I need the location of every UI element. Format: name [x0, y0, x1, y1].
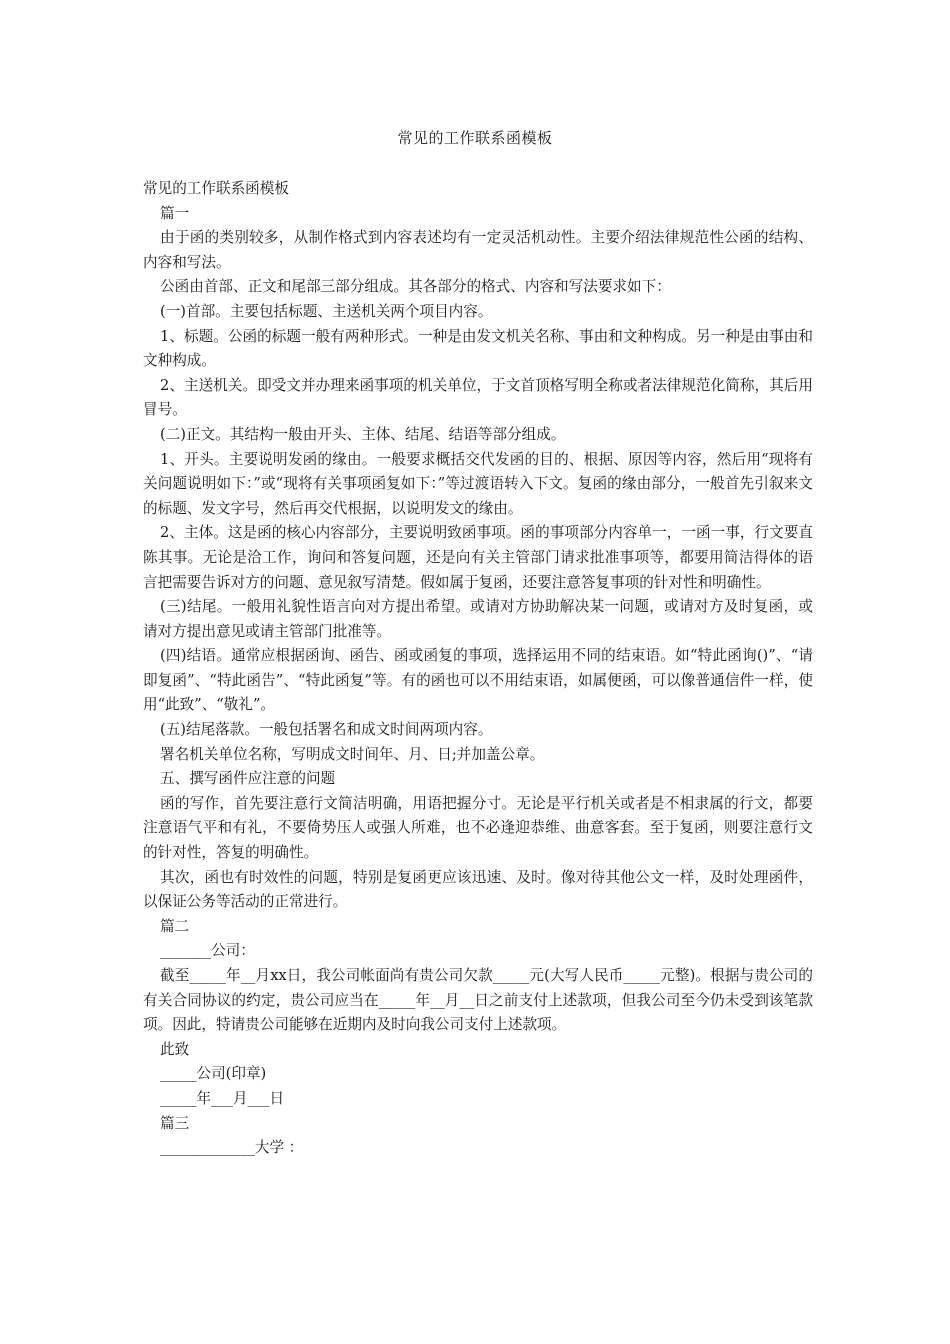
- body-paragraph: (二)正文。其结构一般由开头、主体、结尾、结语等部分组成。: [160, 425, 566, 443]
- body-paragraph: 1、标题。公函的标题一般有两种形式。一种是由发文机关名称、事由和文种构成。另一种是由事由和文种构成。: [143, 327, 813, 370]
- body-paragraph: (五)结尾落款。一般包括署名和成文时间两项内容。: [160, 721, 493, 739]
- body-paragraph: 由于函的类别较多，从制作格式到内容表述均有一定灵活机动性。主要介绍法律规范性公函的结构、内容和写法。: [143, 229, 813, 271]
- letter-date: _____年___月___日: [160, 1089, 285, 1107]
- body-paragraph: 2、主体。这是函的核心内容部分，主要说明致函事项。函的事项部分内容单一，一函一事，行文要直陈其事。无论是洽工作，询问和答复问题，还是向有关主管部门请求批准事项等，都要用简洁得体的语言把需要告诉对方的问题、意见叙写清楚。假如属于复函，还要注意答复事项的针对性和明确性。: [143, 524, 813, 591]
- body-paragraph: (四)结语。通常应根据函询、函告、函或函复的事项，选择运用不同的结束语。如“特此函询()”、“请即复函”、“特此函告”、“特此函复”等。有的函也可以不用结束语，如属便函，可以像普通信件一样，使用“此致”、“敬礼”。: [143, 647, 813, 714]
- letter-signature: _____公司(印章): [160, 1065, 267, 1083]
- body-paragraph: 1、开头。主要说明发函的缘由。一般要求概括交代发函的目的、根据、原因等内容，然后用“现将有关问题说明如下：”或“现将有关事项函复如下：”等过渡语转入下文。复函的缘由部分，一般首先引叙来文的标题、发文字号，然后再交代根据，以说明发文的缘由。: [143, 450, 813, 517]
- body-paragraph: 五、撰写函件应注意的问题: [160, 770, 336, 788]
- letter-closing: 此致: [160, 1040, 190, 1058]
- body-paragraph: (一)首部。主要包括标题、主送机关两个项目内容。: [160, 302, 493, 320]
- section-heading: 篇二: [160, 917, 190, 935]
- document-body: [143, 177, 813, 1161]
- section-heading: 篇三: [160, 1114, 190, 1132]
- body-paragraph: 公函由首部、正文和尾部三部分组成。其各部分的格式、内容和写法要求如下：: [160, 278, 671, 296]
- body-paragraph: 其次，函也有时效性的问题，特别是复函更应该迅速、及时。像对待其他公文一样，及时处理函件，以保证公务等活动的正常进行。: [143, 868, 813, 911]
- body-paragraph: 署名机关单位名称，写明成文时间年、月、日;并加盖公章。: [160, 745, 545, 763]
- body-paragraph: 函的写作，首先要注意行文简洁明确，用语把握分寸。无论是平行机关或者是不相隶属的行文，都要注意语气平和有礼，不要倚势压人或强人所难，也不必逢迎恭维、曲意客套。至于复函，则要注意行文的针对性，答复的明确性。: [143, 794, 813, 862]
- letter-body: 截至_____年__月xx日，我公司帐面尚有贵公司欠款_____元(大写人民币_____元整)。根据与贵公司的有关合同协议的约定，贵公司应当在_____年__月__日之前支付上述款项，但我公司至今仍未受到该笔款项。因此，特请贵公司能够在近期内及时向我公司支付上述款项。: [143, 967, 813, 1034]
- letter-salutation: _____________大学 ：: [160, 1139, 304, 1157]
- body-paragraph: 2、主送机关。即受文并办理来函事项的机关单位，于文首顶格写明全称或者法律规范化简称，其后用冒号。: [143, 376, 813, 419]
- body-heading: 常见的工作联系函模板: [143, 180, 289, 197]
- body-paragraph: (三)结尾。一般用礼貌性语言向对方提出希望。或请对方协助解决某一问题，或请对方及时复函，或请对方提出意见或请主管部门批准等。: [143, 598, 813, 640]
- letter-salutation: _______公司：: [160, 942, 255, 960]
- document-title: 常见的工作联系函模板: [397, 129, 553, 147]
- section-heading: 篇一: [160, 204, 190, 222]
